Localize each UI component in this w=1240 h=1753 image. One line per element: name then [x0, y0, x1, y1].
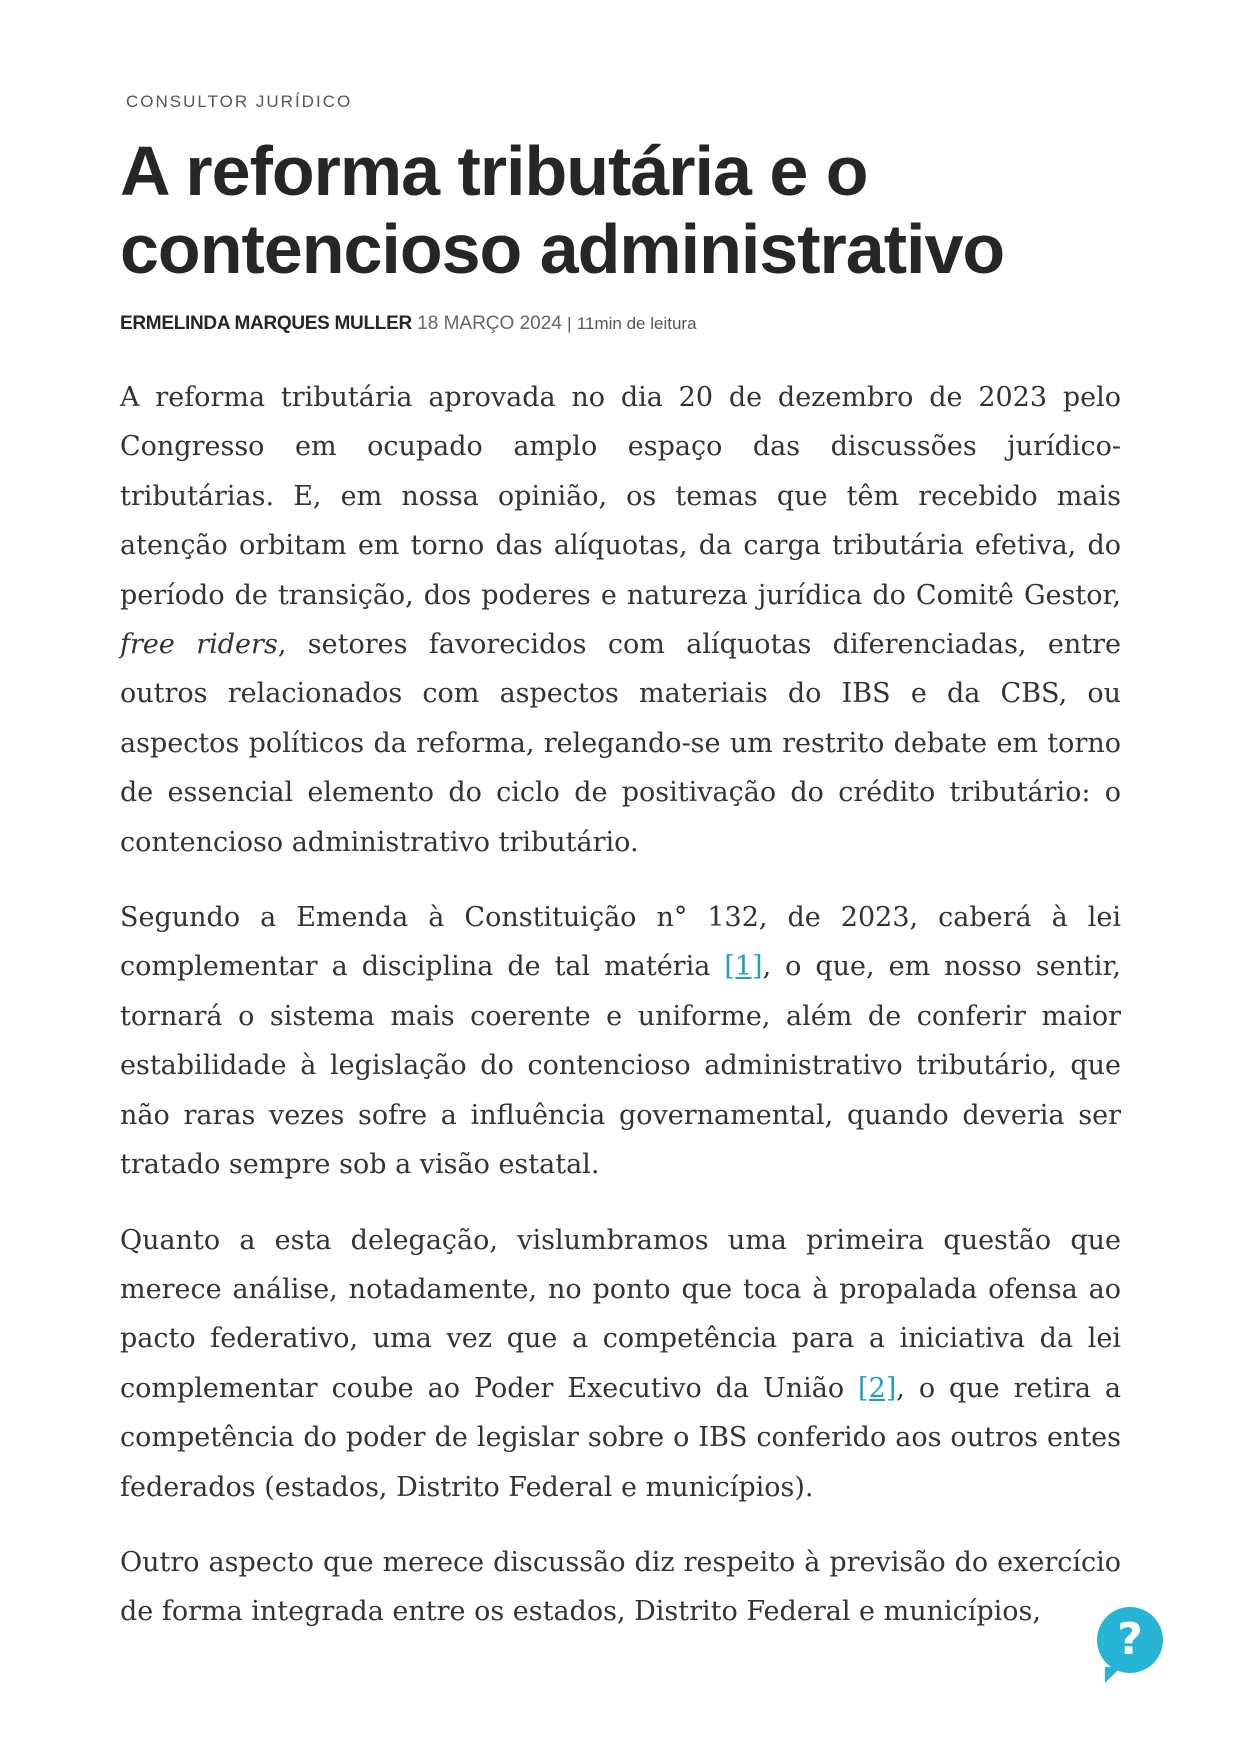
- publication-name: CONSULTOR JURÍDICO: [126, 92, 353, 111]
- paragraph-4-text: Outro aspecto que merece discussão diz respeito à previsão do exercício de forma integrada entre os estados, Distrito Federal e municípios,: [120, 1546, 1121, 1628]
- paragraph-2-text-b: , o que, em nosso sentir, tornará o sistema mais coerente e uniforme, além de conferir maior estabilidade à legislação do contencioso administrativo tributário, que não raras vezes sofre a influência governamental, quando deveria ser tratado sempre sob a visão estatal.: [120, 951, 1121, 1181]
- paragraph-3-text-b: , o que retira a competência do poder de legislar sobre o IBS conferido aos outros entes federados (estados, Distrito Federal e municípios).: [120, 1372, 1121, 1503]
- help-button[interactable]: [1097, 1607, 1163, 1673]
- paragraph-1-text-b: , setores favorecidos com alíquotas diferenciadas, entre outros relacionados com aspectos materiais do IBS e da CBS, ou aspectos políticos da reforma, relegando-se um restrito debate em torno de essencial elemento do ciclo de positivação do crédito tributário: o contencioso administrativo tributário.: [120, 629, 1121, 858]
- paragraph-3: [120, 1216, 1121, 1512]
- paragraph-4: [120, 1538, 1121, 1637]
- paragraph-1-text-a: A reforma tributária aprovada no dia 20 de dezembro de 2023 pelo Congresso em ocupado amplo espaço das discussões jurídico-tributárias. E, em nossa opinião, os temas que têm recebido mais atenção orbitam em torno das alíquotas, da carga tributária efetiva, do período de transição, dos poderes e natureza jurídica do Comitê Gestor,: [120, 382, 1121, 611]
- author-name[interactable]: ERMELINDA MARQUES MULLER: [120, 313, 412, 334]
- footnote-link-2[interactable]: [2]: [858, 1372, 897, 1404]
- byline: [120, 313, 697, 335]
- publish-date: 18 MARÇO 2024: [417, 313, 562, 334]
- article-body: [120, 373, 1121, 1663]
- paragraph-3-text-a: Quanto a esta delegação, vislumbramos uma primeira questão que merece análise, notadamente, no ponto que toca à propalada ofensa ao pacto federativo, uma vez que a competência para a iniciativa da lei complementar coube ao Poder Executivo da União: [120, 1224, 1121, 1404]
- question-mark-icon: ?: [1117, 1614, 1143, 1665]
- paragraph-2: [120, 893, 1121, 1189]
- byline-separator: |: [567, 314, 572, 333]
- footnote-link-1[interactable]: [1]: [724, 951, 763, 983]
- read-time: 11min de leitura: [576, 314, 697, 333]
- paragraph-2-text-a: Segundo a Emenda à Constituição n° 132, de 2023, caberá à lei complementar a disciplina de tal matéria: [120, 902, 1121, 983]
- paragraph-1: [120, 373, 1121, 867]
- paragraph-1-italic: free riders: [120, 629, 278, 661]
- article-title: A reforma tributária e o contencioso administrativo: [120, 132, 1005, 288]
